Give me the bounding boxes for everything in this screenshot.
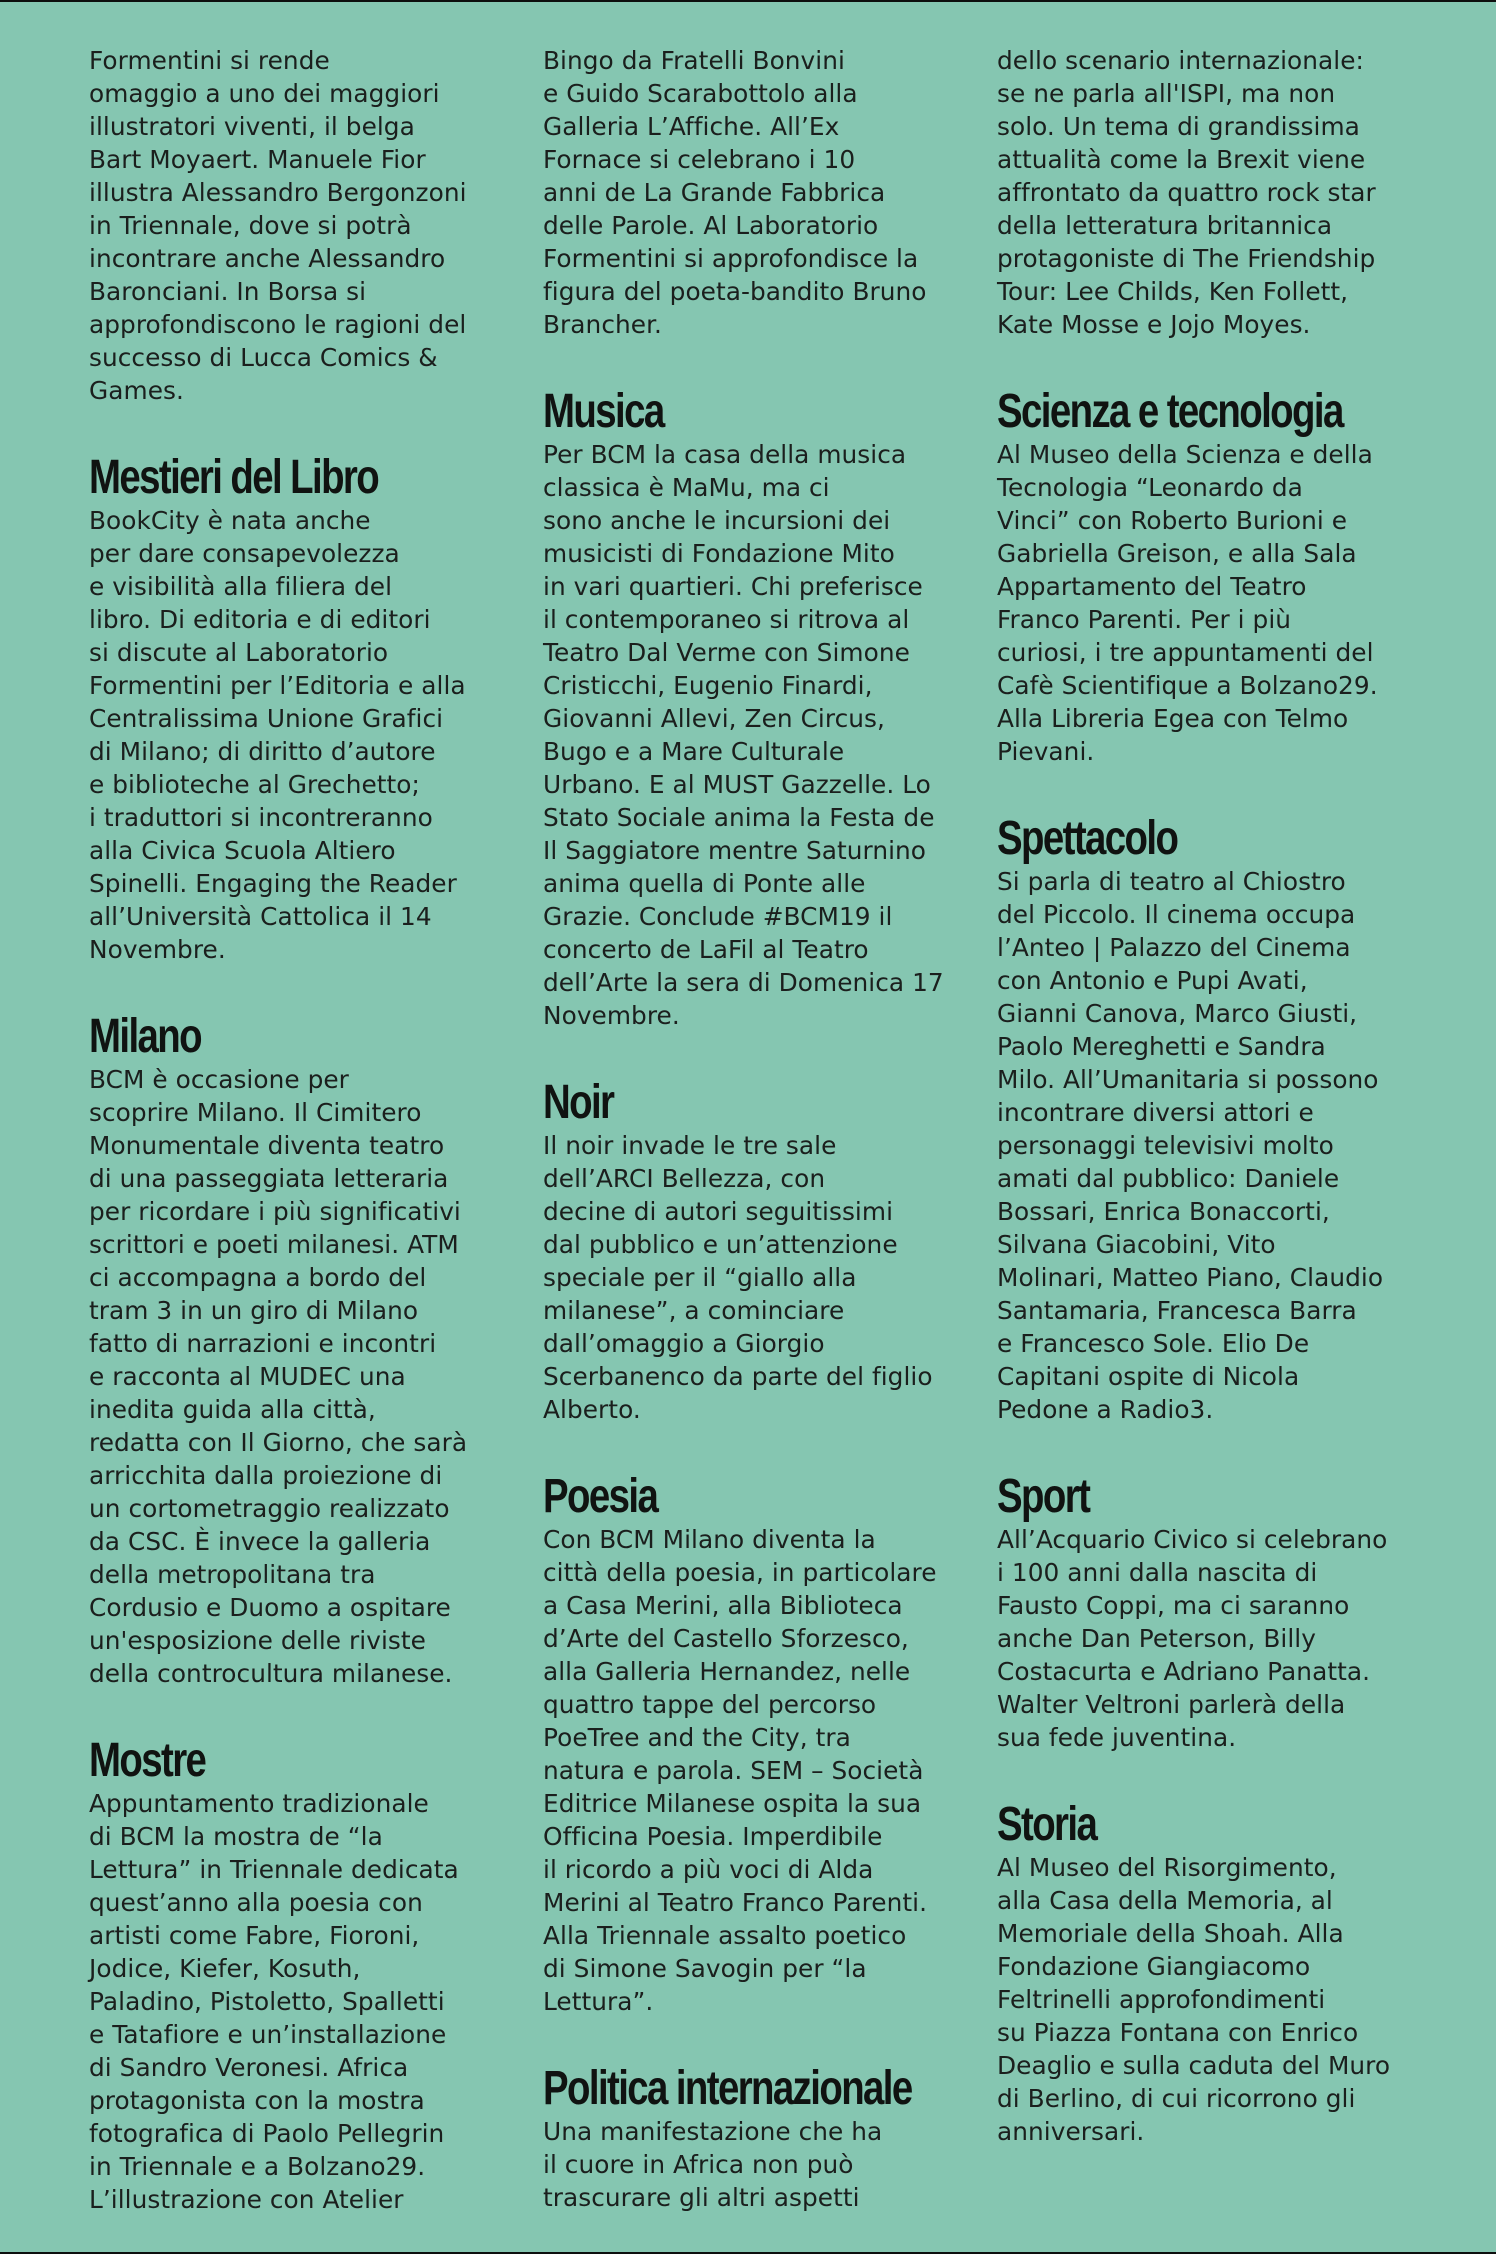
text-line: su Piazza Fontana con Enrico [997,2018,1359,2047]
body-paragraph [89,1787,509,2216]
section-politica-internazionale [543,2018,963,2214]
text-line: BookCity è nata anche [89,506,371,535]
text-line: Jodice, Kiefer, Kosuth, [89,1954,361,1983]
text-line: Al Museo del Risorgimento, [997,1853,1337,1882]
body-paragraph [997,865,1417,1426]
text-line: Silvana Giacobini, Vito [997,1230,1276,1259]
text-line: Bart Moyaert. Manuele Fior [89,145,426,174]
body-paragraph [997,1851,1417,2148]
text-line: di Simone Savogin per “la [543,1954,867,1983]
text-line: Alla Libreria Egea con Telmo [997,704,1349,733]
section-heading: Sport [997,1470,1090,1523]
text-line: Bugo e a Mare Culturale [543,737,845,766]
text-line: fotografica di Paolo Pellegrin [89,2119,445,2148]
text-line: e Guido Scarabottolo alla [543,79,858,108]
text-line: Formentini per l’Editoria e alla [89,671,466,700]
text-line: solo. Un tema di grandissima [997,112,1360,141]
text-line: Per BCM la casa della musica [543,440,907,469]
section-mestieri-del-libro [89,407,509,966]
text-line: arricchita dalla proiezione di [89,1461,443,1490]
text-line: Baronciani. In Borsa si [89,277,367,306]
text-line: e Francesco Sole. Elio De [997,1329,1310,1358]
text-line: e visibilità alla filiera del [89,572,393,601]
section-spacer [543,1426,963,1471]
section-spacer [89,966,509,1011]
text-line: decine di autori seguitissimi [543,1197,894,1226]
text-line: in vari quartieri. Chi preferisce [543,572,923,601]
text-line: alla Galleria Hernandez, nelle [543,1657,911,1686]
text-line: Cafè Scientifique a Bolzano29. [997,671,1378,700]
text-line: tram 3 in un giro di Milano [89,1296,419,1325]
text-line: ci accompagna a bordo del [89,1263,427,1292]
text-line: Al Museo della Scienza e della [997,440,1373,469]
section-mostre [89,1690,509,2216]
section-continued-text [543,44,963,341]
section-spettacolo [997,768,1417,1426]
section-spacer [89,1690,509,1735]
body-paragraph [997,1523,1417,1754]
text-line: Feltrinelli approfondimenti [997,1985,1326,2014]
text-line: di Milano; di diritto d’autore [89,737,436,766]
text-line: Merini al Teatro Franco Parenti. [543,1888,928,1917]
text-line: redatta con Il Giorno, che sarà [89,1428,468,1457]
text-line: Cristicchi, Eugenio Finardi, [543,671,873,700]
text-line: Galleria L’Affiche. All’Ex [543,112,840,141]
text-line: libro. Di editoria e di editori [89,605,431,634]
text-line: l’Anteo | Palazzo del Cinema [997,933,1351,962]
text-line: dall’omaggio a Giorgio [543,1329,825,1358]
section-musica [543,341,963,1032]
text-line: Kate Mosse e Jojo Moyes. [997,310,1311,339]
text-line: con Antonio e Pupi Avati, [997,966,1308,995]
text-line: Alberto. [543,1395,641,1424]
text-line: affrontato da quattro rock star [997,178,1376,207]
text-line: Gabriella Greison, e alla Sala [997,539,1357,568]
text-line: Stato Sociale anima la Festa de [543,803,935,832]
text-line: Lettura”. [543,1987,654,2016]
body-paragraph [997,44,1417,341]
section-storia [997,1754,1417,2148]
text-line: scoprire Milano. Il Cimitero [89,1098,422,1127]
text-line: di Berlino, di cui ricorrono gli [997,2084,1356,2113]
section-sport [997,1426,1417,1754]
text-line: dell’ARCI Bellezza, con [543,1164,826,1193]
text-line: della letteratura britannica [997,211,1333,240]
text-line: Alla Triennale assalto poetico [543,1921,907,1950]
text-line: incontrare anche Alessandro [89,244,446,273]
text-line: Appuntamento tradizionale [89,1789,429,1818]
text-line: sua fede juventina. [997,1723,1237,1752]
text-line: Editrice Milanese ospita la sua [543,1789,922,1818]
section-heading: Noir [543,1076,614,1129]
text-line: di Sandro Veronesi. Africa [89,2053,409,2082]
text-line: Spinelli. Engaging the Reader [89,869,457,898]
text-line: Novembre. [543,1001,680,1030]
body-paragraph [89,1063,509,1690]
text-line: il cuore in Africa non può [543,2150,854,2179]
text-line: curiosi, i tre appuntamenti del [997,638,1374,667]
text-line: Grazie. Conclude #BCM19 il [543,902,893,931]
text-line: fatto di narrazioni e incontri [89,1329,437,1358]
text-line: classica è MaMu, ma ci [543,473,830,502]
text-line: personaggi televisivi molto [997,1131,1334,1160]
section-heading: Musica [543,385,664,438]
text-line: BCM è occasione per [89,1065,349,1094]
text-line: Monumentale diventa teatro [89,1131,445,1160]
text-line: sono anche le incursioni dei [543,506,891,535]
text-line: Pedone a Radio3. [997,1395,1214,1424]
text-line: e Tatafiore e un’installazione [89,2020,447,2049]
section-spacer [543,341,963,386]
section-heading: Milano [89,1010,201,1063]
text-line: della metropolitana tra [89,1560,376,1589]
text-line: protagoniste di The Friendship [997,244,1376,273]
text-line: Paladino, Pistoletto, Spalletti [89,1987,445,2016]
text-line: amati dal pubblico: Daniele [997,1164,1340,1193]
text-line: Santamaria, Francesca Barra [997,1296,1357,1325]
body-paragraph [89,504,509,966]
text-line: Bingo da Fratelli Bonvini [543,46,845,75]
text-line: approfondiscono le ragioni del [89,310,467,339]
text-line: milanese”, a cominciare [543,1296,845,1325]
body-paragraph [543,2115,963,2214]
text-line: alla Civica Scuola Altiero [89,836,396,865]
text-line: quattro tappe del percorso [543,1690,877,1719]
text-line: i traduttori si incontreranno [89,803,433,832]
text-line: Bossari, Enrica Bonaccorti, [997,1197,1330,1226]
text-line: di BCM la mostra de “la [89,1822,383,1851]
section-heading: Scienza e tecnologia [997,385,1343,438]
section-spacer [997,1754,1417,1799]
text-line: figura del poeta-bandito Bruno [543,277,927,306]
text-line: città della poesia, in particolare [543,1558,937,1587]
text-line: Giovanni Allevi, Zen Circus, [543,704,885,733]
text-line: Franco Parenti. Per i più [997,605,1292,634]
text-line: se ne parla all'ISPI, ma non [997,79,1336,108]
section-poesia [543,1426,963,2018]
body-paragraph [543,1523,963,2018]
section-spacer [543,2018,963,2063]
text-line: delle Parole. Al Laboratorio [543,211,879,240]
text-line: All’Acquario Civico si celebrano [997,1525,1388,1554]
text-line: dal pubblico e un’attenzione [543,1230,898,1259]
column-3 [997,44,1417,2148]
text-line: artisti come Fabre, Fioroni, [89,1921,420,1950]
body-paragraph [543,1129,963,1426]
section-noir [543,1032,963,1426]
body-paragraph [543,44,963,341]
section-heading: Poesia [543,1470,658,1523]
text-line: e racconta al MUDEC una [89,1362,406,1391]
text-line: un'esposizione delle riviste [89,1626,426,1655]
text-line: Tour: Lee Childs, Ken Follett, [997,277,1349,306]
section-heading: Storia [997,1798,1097,1851]
section-spacer [997,341,1417,386]
text-line: Costacurta e Adriano Panatta. [997,1657,1371,1686]
text-line: Pievani. [997,737,1095,766]
text-line: anima quella di Ponte alle [543,869,866,898]
text-line: dell’Arte la sera di Domenica 17 [543,968,944,997]
section-heading: Politica internazionale [543,2062,912,2115]
text-line: Appartamento del Teatro [997,572,1307,601]
text-line: i 100 anni dalla nascita di [997,1558,1318,1587]
text-line: per dare consapevolezza [89,539,400,568]
text-line: Con BCM Milano diventa la [543,1525,876,1554]
text-line: illustratori viventi, il belga [89,112,415,141]
text-line: natura e parola. SEM – Società [543,1756,924,1785]
text-line: Formentini si approfondisce la [543,244,919,273]
text-line: Officina Poesia. Imperdibile [543,1822,883,1851]
text-line: Fausto Coppi, ma ci saranno [997,1591,1350,1620]
text-line: speciale per il “giallo alla [543,1263,857,1292]
text-line: della controcultura milanese. [89,1659,453,1688]
text-line: Brancher. [543,310,662,339]
text-line: PoeTree and the City, tra [543,1723,851,1752]
text-line: alla Casa della Memoria, al [997,1886,1333,1915]
text-line: Fornace si celebrano i 10 [543,145,856,174]
section-spacer [997,768,1417,813]
body-paragraph [543,438,963,1032]
section-heading: Mostre [89,1734,206,1787]
text-line: quest’anno alla poesia con [89,1888,423,1917]
section-continued-text [997,44,1417,341]
text-line: Games. [89,376,184,405]
text-line: Scerbanenco da parte del figlio [543,1362,933,1391]
section-heading: Spettacolo [997,812,1178,865]
column-2 [543,44,963,2214]
text-line: L’illustrazione con Atelier [89,2185,404,2214]
text-line: inedita guida alla città, [89,1395,376,1424]
text-line: Il noir invade le tre sale [543,1131,837,1160]
text-line: dello scenario internazionale: [997,46,1364,75]
text-line: in Triennale, dove si potrà [89,211,412,240]
text-line: anni de La Grande Fabbrica [543,178,886,207]
text-line: Paolo Mereghetti e Sandra [997,1032,1326,1061]
text-line: Lettura” in Triennale dedicata [89,1855,459,1884]
text-line: Cordusio e Duomo a ospitare [89,1593,451,1622]
text-line: Formentini si rende [89,46,330,75]
text-line: Una manifestazione che ha [543,2117,883,2146]
text-line: anniversari. [997,2117,1145,2146]
text-line: da CSC. È invece la galleria [89,1527,431,1556]
text-line: illustra Alessandro Bergonzoni [89,178,467,207]
text-line: trascurare gli altri aspetti [543,2183,860,2212]
text-line: Capitani ospite di Nicola [997,1362,1300,1391]
body-paragraph [997,438,1417,768]
text-line: si discute al Laboratorio [89,638,389,667]
text-line: per ricordare i più significativi [89,1197,461,1226]
text-line: Si parla di teatro al Chiostro [997,867,1346,896]
text-line: Molinari, Matteo Piano, Claudio [997,1263,1384,1292]
text-line: Walter Veltroni parlerà della [997,1690,1346,1719]
column-1 [89,44,509,2216]
section-spacer [997,1426,1417,1471]
text-line: del Piccolo. Il cinema occupa [997,900,1356,929]
text-line: Centralissima Unione Grafici [89,704,444,733]
section-heading: Mestieri del Libro [89,451,379,504]
text-line: protagonista con la mostra [89,2086,425,2115]
text-line: il contemporaneo si ritrova al [543,605,910,634]
text-line: in Triennale e a Bolzano29. [89,2152,426,2181]
text-line: Milo. All’Umanitaria si possono [997,1065,1379,1094]
text-line: scrittori e poeti milanesi. ATM [89,1230,459,1259]
text-line: di una passeggiata letteraria [89,1164,449,1193]
text-line: Fondazione Giangiacomo [997,1952,1311,1981]
text-line: concerto de LaFil al Teatro [543,935,869,964]
text-line: attualità come la Brexit viene [997,145,1366,174]
body-paragraph [89,44,509,407]
text-line: Gianni Canova, Marco Giusti, [997,999,1358,1028]
section-continued-text [89,44,509,407]
text-line: Deaglio e sulla caduta del Muro [997,2051,1391,2080]
text-line: il ricordo a più voci di Alda [543,1855,874,1884]
text-line: Vinci” con Roberto Burioni e [997,506,1348,535]
text-line: successo di Lucca Comics & [89,343,438,372]
section-spacer [543,1032,963,1077]
text-line: anche Dan Peterson, Billy [997,1624,1316,1653]
section-spacer [89,407,509,452]
text-line: musicisti di Fondazione Mito [543,539,895,568]
text-line: incontrare diversi attori e [997,1098,1314,1127]
section-scienza-e-tecnologia [997,341,1417,768]
text-line: Novembre. [89,935,226,964]
text-line: un cortometraggio realizzato [89,1494,450,1523]
text-line: Il Saggiatore mentre Saturnino [543,836,927,865]
text-line: Urbano. E al MUST Gazzelle. Lo [543,770,931,799]
section-milano [89,966,509,1690]
text-line: all’Università Cattolica il 14 [89,902,432,931]
text-line: Teatro Dal Verme con Simone [543,638,910,667]
text-line: omaggio a uno dei maggiori [89,79,440,108]
text-line: e biblioteche al Grechetto; [89,770,420,799]
text-line: Tecnologia “Leonardo da [997,473,1303,502]
text-line: Memoriale della Shoah. Alla [997,1919,1344,1948]
text-line: a Casa Merini, alla Biblioteca [543,1591,903,1620]
text-line: d’Arte del Castello Sforzesco, [543,1624,909,1653]
